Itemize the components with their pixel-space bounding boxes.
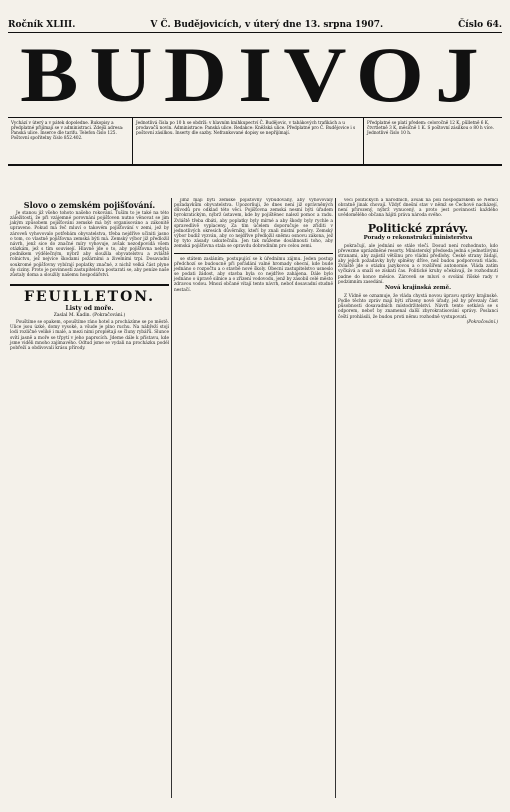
political-news-subtitle-2: Nová krajinská země. xyxy=(385,284,451,291)
place-date: V Č. Budějovicích, v úterý dne 13. srpna 1907. xyxy=(150,20,384,30)
feuilleton-subtitle: Listy od moře. xyxy=(65,305,114,313)
column-3 xyxy=(336,198,500,798)
article-title-insurance: Slovo o zemském pojišťování. xyxy=(23,200,156,210)
info-middle: Jednotlivá čísla po 10 h se obdrží: v hlavním knihkupectví Č. Budějovic, v tabákových trafikách a u prodavačů novin. Administrace: Panská ulice. Redakce: Kněžská ulice. Předplatné pro Č. Budějovice i s poštovní zásilkou. Inserty dle sazby. Nefrankované dopisy se nepřijímají. xyxy=(133,118,364,164)
political-news-subtitle: Porady o rekonstrukci ministerstva xyxy=(363,234,473,241)
feuilleton-byline: Zaslal M. Kadin. (Pokračování.) xyxy=(53,313,126,319)
column-divider xyxy=(174,253,333,254)
feuilleton-title: FEUILLETON. xyxy=(10,284,169,305)
political-news-body: pokračují, ale jednání se stále vlečí. Dosud není rozhodnuto, kdo převezme uprázdněné resorty. Ministerský předseda jedná s jednotlivými stranami, aby zajistil většinu pro vládní předlohy. České strany žádají, aby jejich požadavky byly splněny dříve, než budou podporovati vládu. Zvláště jde o otázku jazykovou a o rozšíření autonomie. Vláda zatím vyčkává a snaží se získati čas. Politické kruhy očekávají, že rozhodnutí padne do konce měsíce. Zároveň se mluví o svolání říšské rady v podzimním zasedání. xyxy=(338,243,498,285)
column-2 xyxy=(172,198,336,798)
info-bar xyxy=(8,117,502,166)
political-news-body-2: Z Vídně se oznamuje, že vláda chystá novou úpravu správy krajinské. Podle těchto zpráv mají býti zřízeny nové úřady, jež by převzaly část působnosti dosavadních místodržitelství. Návrh tento setkává se s odporem, neboť by znamenal další zbyrokratisování správy. Poslanci čeští prohlásili, že budou proti němu rozhodně vystupovati. xyxy=(338,293,498,320)
masthead-title: BUDIVOJ xyxy=(20,31,490,118)
continued-note: (Pokračování.) xyxy=(466,319,498,325)
column-1 xyxy=(8,198,172,798)
volume: Ročník XLIII. xyxy=(8,20,76,30)
article-body-national: věci politických a národních, avšak na poli hospodářském se Němci obratně jinak chovají. Vždyť dnešní stav v němž se Čechové nacházejí, není přirozený, nýbrž vynucený, a proto jest povinností každého uvědomělého občana hájiti práva národa svého. xyxy=(338,198,498,219)
info-left: Vychází v úterý a v pátek dopoledne. Rukopisy a předplatné přijímají se v administraci. Zdejší adresa: Panská ulice. Inserce dle tarifu. Telefon číslo 125. Poštovní spořitelny číslo 852.402. xyxy=(8,118,133,164)
article-body-continued: jimž mají býti zemské pojišťovny vybudovány, aby vyhovovaly požadavkům obyvatelstva. Upozorňuji, že dnes není již oprávněných důvodů pro odklad této věci. Pojišťovna zemská nesmí býti úřadem byrokratickým, nýbrž ústavem, kde by pojištěnec nalezl pomoc a radu. Zvláště třeba dbáti, aby poplatky byly mírné a aby škody byly rychle a spravedlivě vyplaceny. Za tím účelem doporučuje se zříditi v jednotlivých okresích důvěrníky, kteří by znali místní poměry. Zemský výbor budiž vyzván, aby co nejdříve předložil sněmu osnovu zákona, jež by tyto zásady uskutečnila. Jen tak můžeme dosáhnouti toho, aby zemská pojišťovna stala se opravdu dobrodiním pro celou zemi. xyxy=(174,198,333,250)
info-right: Předplatné se platí předem: celoročně 12 K, půlletně 6 K, čtvrtletně 3 K, měsíčně 1 K. S poštovní zásilkou o 80 h více. Jednotlivé číslo 10 h. xyxy=(367,120,494,136)
political-news-title: Politické zprávy. xyxy=(367,221,469,235)
feuilleton-body: Pouštíme se opakem, opouštíme ráno hotel a procházíme se po městě. Ulice jsou úzké, domy vysoké, a všude je plno ruchu. Na nábřeží stojí lodi rozličné veliké i malé, a mezi nimi proplétají se čluny rybářů. Slunce svítí jasně a moře se třpytí v jeho paprscích. Jdeme dále k přístavu, kde jsme viděli mnoho zajímavého. Odtud jsme se vydali na procházku podél pobřeží a obdivovali krásu přírody. xyxy=(10,320,169,351)
article-columns xyxy=(8,198,502,798)
article-body-insurance: Je stanou již všeho tohoto našeho rokování. Tuším to je také na této záležitosti, že při vzájemné porovnání pojišťoven nutno věnovat se jim jakým způsobem pojišťování zemské má být organisováno a zákonitě upraveno. Pokud má řeč mluví o takovém pojišťování v zemi, jež by zároveň vyhovovalo potřebám obyvatelstva, třeba nejdříve učiniti jasno o tom, co vlastně pojišťovna zemská býti má. Zemský výbor již předložil návrh, jenž sice do značné míry vyhovuje, avšak nezodpovídá všem otázkám, jež s tím souvisejí. Hlavně jde o to, aby pojišťovna nebyla podnikem výdělečným, nýbrž aby sloužila obyvatelstvu a zvláště rolnictvu, jež nejvíce škodami požárními a živelními trpí. Dosavadní soukromé pojišťovny vybírají poplatky značné, z nichž velká část plyne do ciziny. Proto je povinností zastupitelstva postarati se, aby peníze naše zůstaly doma a sloužily našemu hospodářství. xyxy=(10,211,169,278)
newspaper-page xyxy=(8,20,502,798)
article-body-local: se státem zasláním; postupující se k úřednímu zájmu. Jeden postup předchozí se budoucně při pořádání valné hromady obecní, kde bude jednáno o rozpočtu a o stavbě nové školy. Obecní zastupitelstvo usneslo se podati žádost, aby stavba byla co nejdříve zahájena. Dále bylo jednáno o úpravě silnice a o zřízení vodovodu, jenž by zásobil celé město zdravou vodou. Mnozí občané vítají tento návrh, neboť dosavadní studně nestačí. xyxy=(174,256,333,293)
issue-number: Číslo 64. xyxy=(458,20,502,30)
